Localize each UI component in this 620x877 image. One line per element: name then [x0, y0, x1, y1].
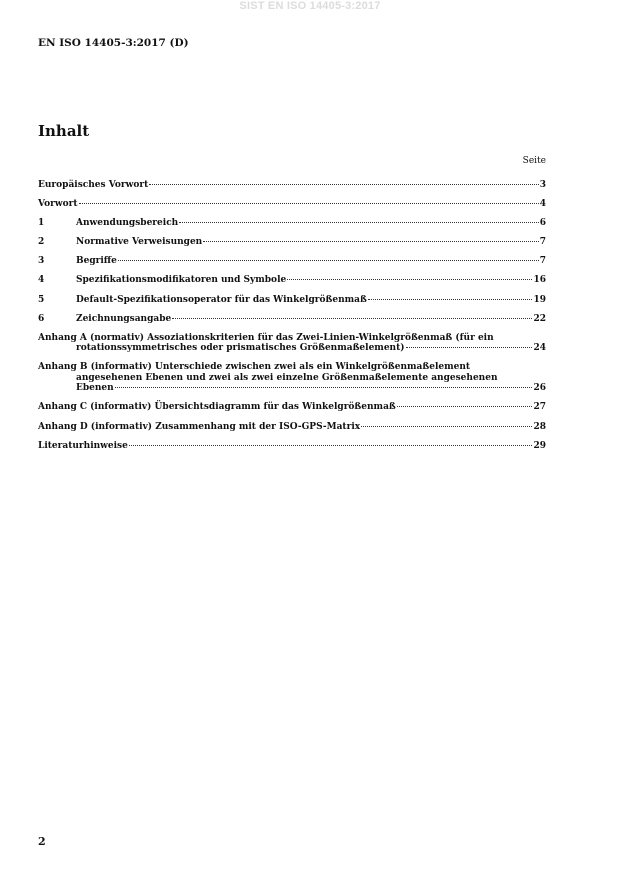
table-of-contents	[38, 180, 546, 460]
toc-entry-label: Anhang B (informativ) Unterschiede zwischen zwei als ein Winkelgrößenmaßelement	[38, 362, 471, 373]
toc-entry-page: 27	[533, 402, 546, 413]
toc-entry-page: 19	[533, 294, 546, 305]
toc-entry-label: Anhang A (normativ) Assoziationskriterien für das Zwei-Linien-Winkelgrößenmaß (für ein	[38, 332, 494, 343]
toc-entry-annex-c[interactable]	[38, 402, 546, 413]
toc-entry-label: Anhang D (informativ) Zusammenhang mit der ISO-GPS-Matrix	[38, 421, 361, 432]
toc-entry-page: 24	[533, 343, 546, 354]
toc-entry-page: 3	[539, 180, 546, 190]
toc-leader	[149, 184, 538, 185]
page-column-label: Seite	[522, 156, 546, 166]
toc-leader	[179, 222, 539, 223]
toc-entry[interactable]	[38, 218, 546, 229]
toc-entry-label: Spezifikationsmodifikatoren und Symbole	[76, 275, 287, 286]
toc-entry-number: 3	[38, 256, 45, 267]
toc-entry-page: 26	[533, 383, 546, 394]
toc-leader	[118, 260, 539, 261]
toc-entry-label: Anwendungsbereich	[76, 218, 179, 229]
toc-entry-number: 2	[38, 237, 45, 248]
page-number: 2	[38, 835, 46, 848]
toc-entry[interactable]	[38, 180, 546, 191]
toc-entry-bibliography[interactable]	[38, 441, 546, 452]
toc-entry-page: 29	[533, 440, 546, 451]
toc-leader	[129, 445, 533, 446]
toc-entry-page: 28	[533, 421, 546, 432]
toc-entry-label: Normative Verweisungen	[76, 237, 203, 248]
toc-leader	[406, 347, 533, 348]
toc-entry[interactable]	[38, 295, 546, 306]
toc-entry-number: 5	[38, 294, 45, 305]
toc-leader	[361, 426, 532, 427]
toc-leader	[115, 387, 533, 388]
toc-entry-page: 7	[539, 256, 546, 267]
toc-entry-label: Vorwort	[38, 199, 78, 210]
toc-entry-label-continued: angesehenen Ebenen und zwei als zwei einzelne Größenmaßelemente angesehenen	[76, 372, 498, 383]
toc-entry-number: 1	[38, 218, 45, 229]
toc-entry-annex-a[interactable]	[38, 333, 546, 354]
toc-entry-label: Default-Spezifikationsoperator für das Winkelgrößenmaß	[76, 294, 367, 305]
toc-leader	[203, 241, 539, 242]
toc-entry[interactable]	[38, 199, 546, 210]
toc-entry-label: Literaturhinweise	[38, 440, 128, 451]
document-id: EN ISO 14405-3:2017 (D)	[38, 37, 189, 49]
toc-entry-label: Anhang C (informativ) Übersichtsdiagramm für das Winkelgrößenmaß	[38, 402, 396, 413]
toc-leader	[287, 279, 532, 280]
toc-entry-number: 6	[38, 313, 45, 324]
toc-entry-annex-d[interactable]	[38, 422, 546, 433]
toc-entry[interactable]	[38, 314, 546, 325]
toc-entry-label-continued: Ebenen	[76, 383, 114, 394]
toc-entry-page: 4	[539, 199, 546, 210]
toc-leader	[79, 203, 539, 204]
page-title: Inhalt	[38, 122, 90, 140]
toc-entry-page: 22	[533, 313, 546, 324]
toc-entry[interactable]	[38, 256, 546, 267]
watermark: SIST EN ISO 14405-3:2017	[239, 0, 381, 12]
toc-entry-label: Zeichnungsangabe	[76, 313, 172, 324]
toc-leader	[397, 406, 533, 407]
toc-entry-label: Europäisches Vorwort	[38, 180, 149, 190]
toc-entry-number: 4	[38, 275, 45, 286]
toc-entry-page: 7	[539, 237, 546, 248]
toc-entry[interactable]	[38, 275, 546, 286]
toc-entry-label-continued: rotationssymmetrisches oder prismatisches Größenmaßelement)	[76, 343, 405, 354]
toc-entry-annex-b[interactable]	[38, 362, 546, 394]
toc-entry-page: 6	[539, 218, 546, 229]
toc-leader	[172, 318, 532, 319]
toc-entry-page: 16	[533, 275, 546, 286]
toc-leader	[368, 299, 533, 300]
toc-entry-label: Begriffe	[76, 256, 117, 267]
toc-entry[interactable]	[38, 237, 546, 248]
